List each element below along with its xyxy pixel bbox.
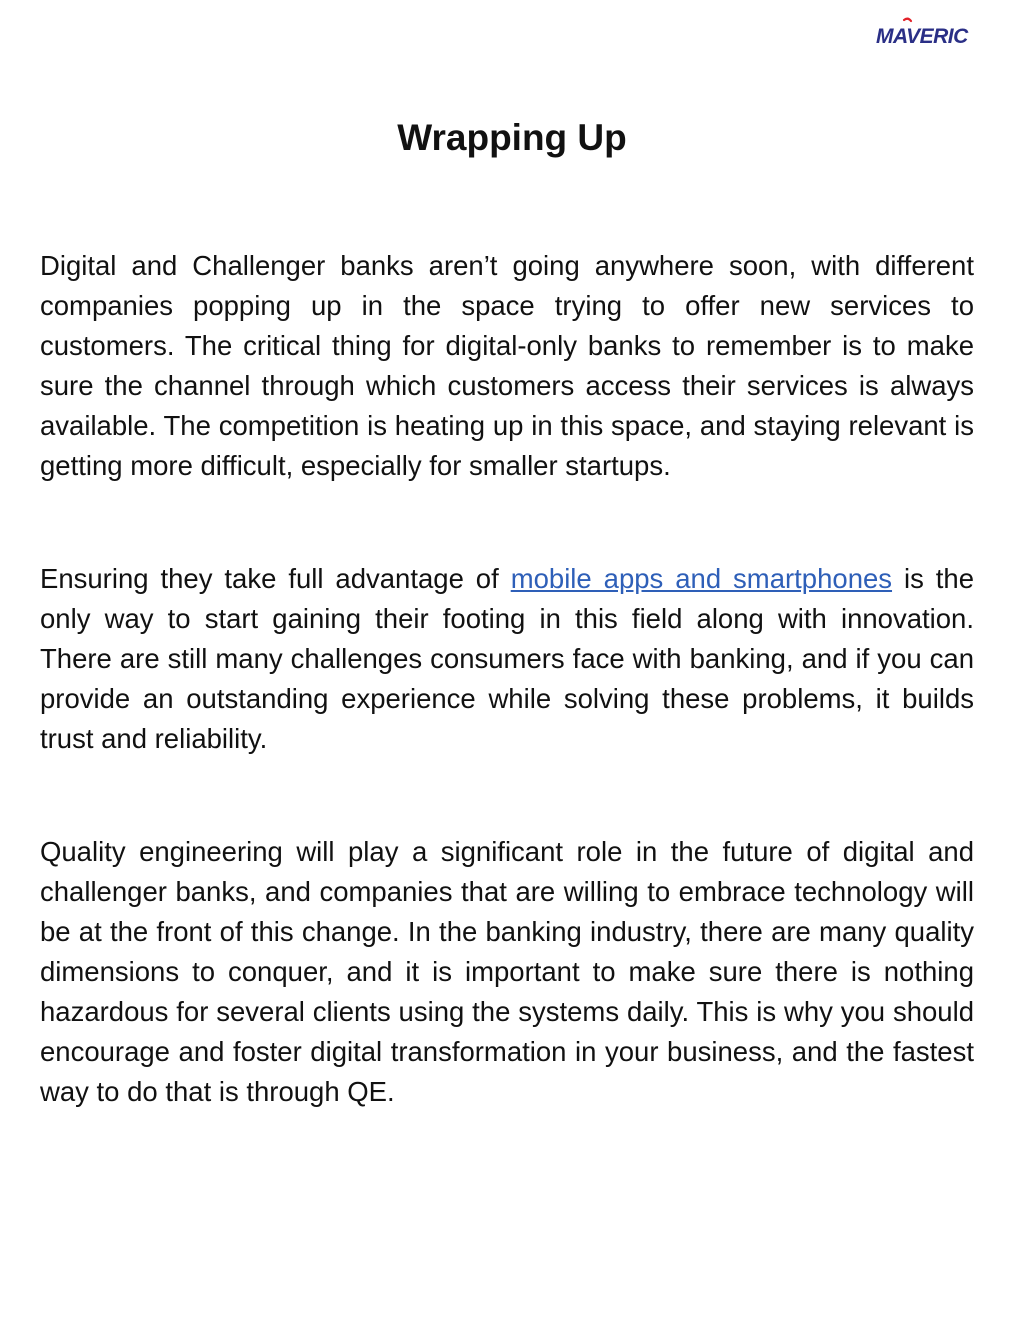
- paragraph-text-before-link: Ensuring they take full advantage of: [40, 563, 511, 594]
- paragraph-digital-banks: Digital and Challenger banks aren’t going anywhere soon, with different companies popping up in the space trying to offer new services to customers. The critical thing for digital-only banks to remember is to make sure the channel through which customers access their services is always available. The competition is heating up in this space, and staying relevant is getting more difficult, especially for smaller startups.: [40, 250, 974, 481]
- paragraph-quality-engineering: Quality engineering will play a significant role in the future of digital and challenger banks, and companies that are willing to embrace technology will be at the front of this change. In the banking industry, there are many quality dimensions to conquer, and it is important to make sure there is nothing hazardous for several clients using the systems daily. This is why you should encourage and foster digital transformation in your business, and the fastest way to do that is through QE.: [40, 836, 974, 1107]
- article-body: [40, 246, 974, 1112]
- page-title: Wrapping Up: [397, 117, 627, 158]
- logo-text: MAVERIC: [876, 25, 968, 48]
- paragraph-mobile-apps: [40, 559, 974, 759]
- mobile-apps-link[interactable]: mobile apps and smartphones: [510, 563, 893, 594]
- maveric-logo-mark: [874, 14, 986, 50]
- maveric-logo: [874, 14, 986, 50]
- paragraph-text-after-link: is the only way to start gaining their footing in this field along with innovation. There are still many challenges consumers face with banking, and if you can provide an outstanding experience while solving these problems, it builds trust and reliability.: [40, 563, 975, 754]
